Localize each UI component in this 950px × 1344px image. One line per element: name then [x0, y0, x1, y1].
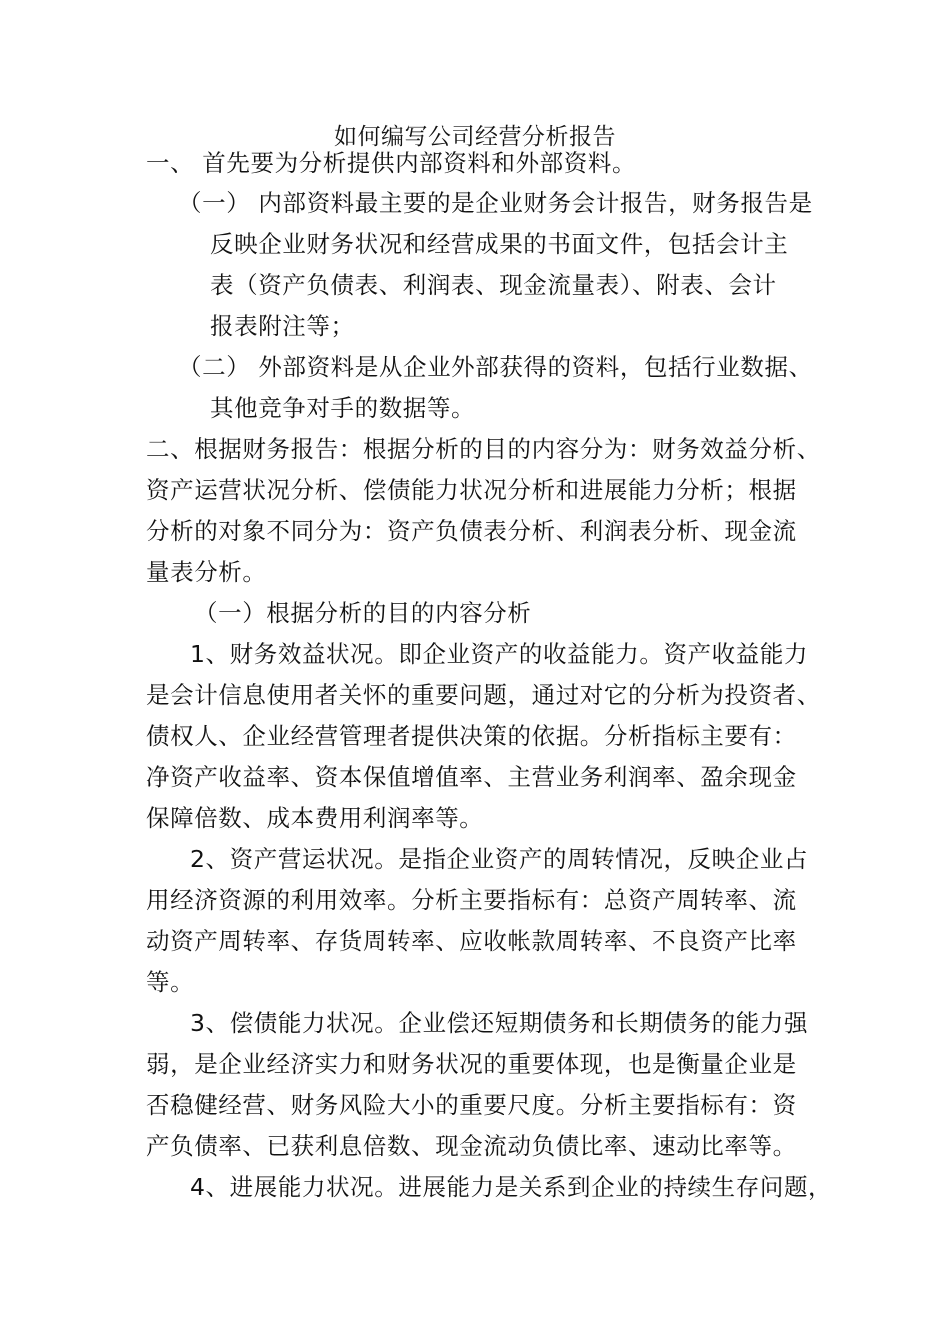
paragraph-line: 量表分析。: [146, 558, 267, 586]
paragraph-line: 4、进展能力状况。进展能力是关系到企业的持续生存问题，: [190, 1173, 833, 1201]
paragraph-line: 产负债率、已获利息倍数、现金流动负债比率、速动比率等。: [146, 1132, 797, 1160]
paragraph-line: 弱，是企业经济实力和财务状况的重要体现，也是衡量企业是: [146, 1050, 797, 1078]
paragraph-line: 是会计信息使用者关怀的重要问题，通过对它的分析为投资者、: [146, 681, 821, 709]
paragraph-line: 净资产收益率、资本保值增值率、主营业务利润率、盈余现金: [146, 763, 797, 791]
paragraph-line: 债权人、企业经营管理者提供决策的依据。分析指标主要有：: [146, 722, 797, 750]
paragraph-line: 2、资产营运状况。是指企业资产的周转情况，反映企业占: [190, 845, 809, 873]
paragraph-line: （二） 外部资料是从企业外部获得的资料，包括行业数据、: [178, 353, 813, 381]
paragraph-line: 1、财务效益状况。即企业资产的收益能力。资产收益能力: [190, 640, 809, 668]
document-title: 如何编写公司经营分析报告: [334, 124, 616, 150]
paragraph-line: 用经济资源的利用效率。分析主要指标有：总资产周转率、流: [146, 886, 797, 914]
paragraph-line: 资产运营状况分析、偿债能力状况分析和进展能力分析；根据: [146, 476, 797, 504]
paragraph-line: 保障倍数、成本费用利润率等。: [146, 804, 484, 832]
paragraph-line: 反映企业财务状况和经营成果的书面文件，包括会计主: [210, 230, 789, 258]
paragraph-line: 动资产周转率、存货周转率、应收帐款周转率、不良资产比率: [146, 927, 797, 955]
paragraph-line: 表（资产负债表、利润表、现金流量表）、附表、会计: [210, 271, 777, 299]
paragraph-line: 等。: [146, 968, 195, 996]
section-heading-1: 一、 首先要为分析提供内部资料和外部资料。: [146, 149, 637, 177]
paragraph-line: 分析的对象不同分为：资产负债表分析、利润表分析、现金流: [146, 517, 797, 545]
subsection-heading: （一）根据分析的目的内容分析: [194, 599, 532, 627]
paragraph-line: 报表附注等；: [210, 312, 355, 340]
paragraph-line: 否稳健经营、财务风险大小的重要尺度。分析主要指标有：资: [146, 1091, 797, 1119]
paragraph-line: 3、偿债能力状况。企业偿还短期债务和长期债务的能力强: [190, 1009, 809, 1037]
section-heading-2: 二、根据财务报告：根据分析的目的内容分为：财务效益分析、: [146, 435, 821, 463]
paragraph-line: （一） 内部资料最主要的是企业财务会计报告，财务报告是: [178, 189, 813, 217]
paragraph-line: 其他竞争对手的数据等。: [210, 394, 476, 422]
